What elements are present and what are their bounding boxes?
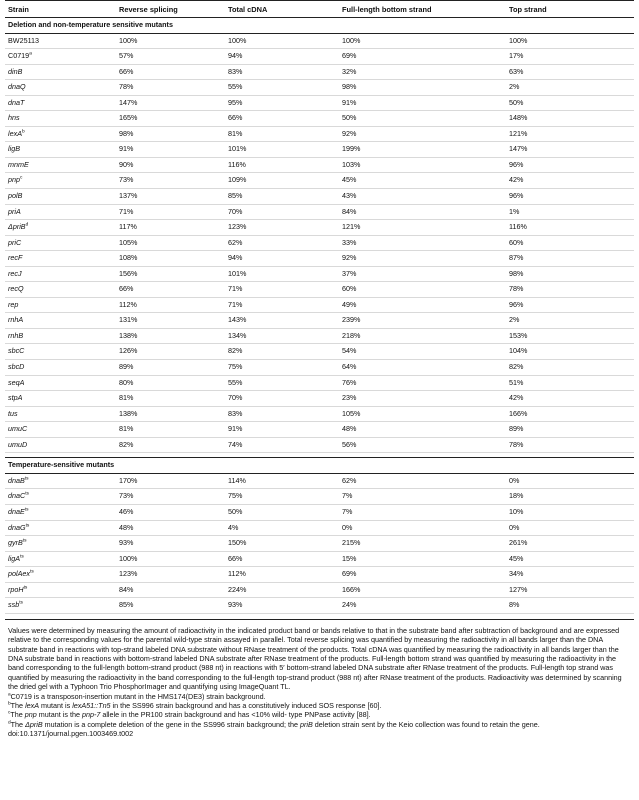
value-cell: 105%	[339, 406, 506, 422]
value-cell: 62%	[339, 473, 506, 489]
value-cell: 0%	[506, 520, 634, 536]
strain-cell	[5, 64, 116, 80]
strain-name: ΔpriB	[8, 222, 26, 232]
value-cell: 131%	[116, 313, 225, 329]
strain-name: rnhB	[8, 330, 24, 340]
value-cell: 80%	[116, 375, 225, 391]
value-cell: 92%	[339, 126, 506, 142]
value-cell: 69%	[339, 49, 506, 65]
value-cell: 100%	[225, 33, 339, 49]
value-cell: 114%	[225, 473, 339, 489]
value-cell: 81%	[225, 126, 339, 142]
strain-name: dnaC	[8, 491, 26, 501]
value-cell: 50%	[339, 111, 506, 127]
value-cell: 34%	[506, 567, 634, 583]
value-cell: 84%	[116, 582, 225, 598]
value-cell: 127%	[506, 582, 634, 598]
table-row	[5, 328, 634, 344]
value-cell: 73%	[116, 173, 225, 189]
value-cell: 78%	[506, 437, 634, 453]
value-cell: 199%	[339, 142, 506, 158]
strain-cell	[5, 582, 116, 598]
value-cell: 116%	[506, 220, 634, 236]
header-full-length-bottom: Full-length bottom strand	[339, 1, 506, 18]
strain-name: dnaQ	[8, 82, 26, 92]
value-cell: 121%	[506, 126, 634, 142]
header-total-cdna: Total cDNA	[225, 1, 339, 18]
value-cell: 96%	[506, 189, 634, 205]
strain-name: BW25113	[8, 35, 40, 45]
strain-footnote-mark: a	[29, 51, 32, 57]
value-cell: 215%	[339, 536, 506, 552]
strain-cell	[5, 297, 116, 313]
strain-cell	[5, 282, 116, 298]
strain-name: umuD	[8, 439, 28, 449]
value-cell: 48%	[339, 422, 506, 438]
strain-table	[5, 0, 634, 614]
footnote-c: $^c$The pnp mutant is the pnp-7 allele in the PR100 strain background and has <10% wild- type PNPase activity [88].	[8, 710, 371, 720]
strain-cell	[5, 313, 116, 329]
value-cell: 143%	[225, 313, 339, 329]
value-cell: 96%	[506, 297, 634, 313]
strain-cell	[5, 391, 116, 407]
value-cell: 101%	[225, 142, 339, 158]
header-strain: Strain	[5, 1, 116, 18]
value-cell: 75%	[225, 489, 339, 505]
section-title: Deletion and non-temperature sensitive mutants	[5, 18, 634, 34]
table-row	[5, 266, 634, 282]
value-cell: 70%	[225, 204, 339, 220]
value-cell: 98%	[506, 266, 634, 282]
value-cell: 37%	[339, 266, 506, 282]
strain-cell	[5, 551, 116, 567]
value-cell: 156%	[116, 266, 225, 282]
value-cell: 8%	[506, 598, 634, 614]
strain-name: dnaT	[8, 97, 25, 107]
table-row	[5, 297, 634, 313]
value-cell: 50%	[225, 504, 339, 520]
strain-name: pnp	[8, 175, 20, 185]
value-cell: 76%	[339, 375, 506, 391]
section-title: Temperature-sensitive mutants	[5, 458, 634, 474]
value-cell: 1%	[506, 204, 634, 220]
value-cell: 138%	[116, 328, 225, 344]
strain-name: stpA	[8, 393, 23, 403]
table-row	[5, 406, 634, 422]
value-cell: 93%	[225, 598, 339, 614]
value-cell: 116%	[225, 157, 339, 173]
strain-cell	[5, 504, 116, 520]
header-top-strand: Top strand	[506, 1, 634, 18]
table-row	[5, 567, 634, 583]
strain-cell	[5, 235, 116, 251]
value-cell: 137%	[116, 189, 225, 205]
strain-name: rpoH	[8, 584, 24, 594]
strain-cell	[5, 567, 116, 583]
strain-cell	[5, 520, 116, 536]
value-cell: 66%	[116, 64, 225, 80]
value-cell: 100%	[116, 551, 225, 567]
value-cell: 261%	[506, 536, 634, 552]
value-cell: 117%	[116, 220, 225, 236]
value-cell: 121%	[339, 220, 506, 236]
table-row	[5, 282, 634, 298]
value-cell: 56%	[339, 437, 506, 453]
strain-footnote-mark: ts	[19, 600, 23, 606]
value-cell: 54%	[339, 344, 506, 360]
strain-name: sbcC	[8, 346, 25, 356]
notes-paragraph: Values were determined by measuring the amount of radioactivity in the indicated product band or bands relative to that in the substrate band after subtraction of background and are expressed relative to the corresponding values for the parental wild-type strain assayed in parallel. Total reverse splicing was quantified by measuring the radioactivity in all bands larger than the DNA substrate band in reactions with top-strand labeled DNA substrate without RNase treatment of the products. Total cDNA was quantified by measuring the radioactivity in all bands larger than the DNA substrate band in reactions with bottom-strand labeled DNA substrate after RNase treatment of the products. Full-length bottom strand was quantified by measuring the radioactivity in the band corresponding to the full-length bottom-strand product (988 nt) in reactions with 5′ bottom-strand labeled DNA substrate after RNase treatment of the products. Full-length top strand was quantified by measuring the radioactivity in the band corresponding to the full-length top-strand product (988 nt) after RNase treatment of the products. Radioactivity was determined by scanning the dried gel with a Typhoon Trio PhosphorImager and quantifying using ImageQuant TL.	[8, 625, 622, 692]
strain-name: dnaB	[8, 475, 25, 485]
value-cell: 109%	[225, 173, 339, 189]
table-container	[5, 0, 634, 739]
table-row	[5, 157, 634, 173]
strain-cell	[5, 473, 116, 489]
table-row	[5, 64, 634, 80]
value-cell: 101%	[225, 266, 339, 282]
strain-cell	[5, 80, 116, 96]
value-cell: 81%	[116, 422, 225, 438]
footnote-d: $^d$The ΔpriB mutation is a complete deletion of the gene in the SS996 strain background; the priB deletion strain sent by the Keio collection was found to retain the gene.	[8, 719, 540, 729]
value-cell: 7%	[339, 504, 506, 520]
strain-cell	[5, 189, 116, 205]
strain-name: C0719	[8, 51, 30, 61]
strain-cell	[5, 251, 116, 267]
strain-cell	[5, 142, 116, 158]
strain-cell	[5, 536, 116, 552]
value-cell: 70%	[225, 391, 339, 407]
value-cell: 46%	[116, 504, 225, 520]
value-cell: 95%	[225, 95, 339, 111]
value-cell: 62%	[225, 235, 339, 251]
value-cell: 148%	[506, 111, 634, 127]
value-cell: 51%	[506, 375, 634, 391]
value-cell: 18%	[506, 489, 634, 505]
table-row	[5, 189, 634, 205]
value-cell: 45%	[339, 173, 506, 189]
table-row	[5, 235, 634, 251]
value-cell: 153%	[506, 328, 634, 344]
table-row	[5, 391, 634, 407]
value-cell: 96%	[506, 157, 634, 173]
value-cell: 55%	[225, 80, 339, 96]
value-cell: 32%	[339, 64, 506, 80]
table-row	[5, 204, 634, 220]
value-cell: 165%	[116, 111, 225, 127]
value-cell: 71%	[225, 282, 339, 298]
value-cell: 224%	[225, 582, 339, 598]
value-cell: 23%	[339, 391, 506, 407]
value-cell: 89%	[116, 360, 225, 376]
table-row	[5, 520, 634, 536]
strain-cell	[5, 173, 116, 189]
strain-name: dnaG	[8, 522, 26, 532]
strain-cell	[5, 111, 116, 127]
table-row	[5, 473, 634, 489]
strain-name: sbcD	[8, 362, 25, 372]
value-cell: 100%	[116, 33, 225, 49]
value-cell: 73%	[116, 489, 225, 505]
strain-cell	[5, 328, 116, 344]
value-cell: 4%	[225, 520, 339, 536]
value-cell: 83%	[225, 406, 339, 422]
value-cell: 2%	[506, 80, 634, 96]
strain-footnote-mark: ts	[25, 492, 29, 498]
value-cell: 78%	[506, 282, 634, 298]
strain-name: hns	[8, 113, 20, 123]
value-cell: 85%	[225, 189, 339, 205]
value-cell: 93%	[116, 536, 225, 552]
strain-footnote-mark: ts	[22, 538, 27, 544]
value-cell: 10%	[506, 504, 634, 520]
strain-name: dnaE	[8, 506, 25, 516]
value-cell: 66%	[116, 282, 225, 298]
strain-footnote-mark: d	[25, 222, 29, 228]
header-reverse-splicing: Reverse splicing	[116, 1, 225, 18]
value-cell: 69%	[339, 567, 506, 583]
strain-name: seqA	[8, 377, 25, 387]
value-cell: 134%	[225, 328, 339, 344]
strain-name: rnhA	[8, 315, 24, 325]
strain-cell	[5, 344, 116, 360]
value-cell: 60%	[506, 235, 634, 251]
value-cell: 66%	[225, 551, 339, 567]
value-cell: 138%	[116, 406, 225, 422]
strain-name: gyrB	[8, 538, 23, 548]
table-row	[5, 504, 634, 520]
value-cell: 57%	[116, 49, 225, 65]
table-row	[5, 173, 634, 189]
strain-name: recQ	[8, 284, 24, 294]
strain-cell	[5, 360, 116, 376]
strain-footnote-mark: ts	[25, 523, 30, 529]
table-row	[5, 251, 634, 267]
value-cell: 2%	[506, 313, 634, 329]
strain-cell	[5, 157, 116, 173]
value-cell: 81%	[116, 391, 225, 407]
strain-cell	[5, 422, 116, 438]
value-cell: 126%	[116, 344, 225, 360]
table-row	[5, 142, 634, 158]
strain-cell	[5, 437, 116, 453]
value-cell: 33%	[339, 235, 506, 251]
strain-footnote-mark: ts	[24, 476, 29, 482]
value-cell: 60%	[339, 282, 506, 298]
value-cell: 92%	[339, 251, 506, 267]
table-row	[5, 111, 634, 127]
strain-name: priA	[8, 206, 21, 216]
value-cell: 71%	[116, 204, 225, 220]
table-row	[5, 95, 634, 111]
strain-cell	[5, 204, 116, 220]
strain-name: tus	[8, 408, 18, 418]
value-cell: 94%	[225, 251, 339, 267]
value-cell: 17%	[506, 49, 634, 65]
value-cell: 89%	[506, 422, 634, 438]
value-cell: 91%	[116, 142, 225, 158]
value-cell: 55%	[225, 375, 339, 391]
section-header	[5, 18, 634, 34]
table-row	[5, 437, 634, 453]
value-cell: 108%	[116, 251, 225, 267]
value-cell: 112%	[116, 297, 225, 313]
strain-cell	[5, 375, 116, 391]
strain-cell	[5, 95, 116, 111]
value-cell: 87%	[506, 251, 634, 267]
strain-name: polB	[8, 191, 23, 201]
value-cell: 24%	[339, 598, 506, 614]
strain-name: dinB	[8, 66, 23, 76]
value-cell: 166%	[506, 406, 634, 422]
table-row	[5, 33, 634, 49]
table-row	[5, 536, 634, 552]
value-cell: 84%	[339, 204, 506, 220]
value-cell: 112%	[225, 567, 339, 583]
value-cell: 98%	[339, 80, 506, 96]
value-cell: 78%	[116, 80, 225, 96]
strain-cell	[5, 126, 116, 142]
value-cell: 103%	[339, 157, 506, 173]
strain-name: ligB	[8, 144, 20, 154]
value-cell: 147%	[506, 142, 634, 158]
value-cell: 49%	[339, 297, 506, 313]
value-cell: 170%	[116, 473, 225, 489]
value-cell: 147%	[116, 95, 225, 111]
value-cell: 150%	[225, 536, 339, 552]
value-cell: 166%	[339, 582, 506, 598]
table-row	[5, 582, 634, 598]
value-cell: 63%	[506, 64, 634, 80]
table-row	[5, 551, 634, 567]
value-cell: 98%	[116, 126, 225, 142]
strain-name: ssb	[8, 600, 20, 610]
value-cell: 0%	[506, 473, 634, 489]
doi-line: doi:10.1371/journal.pgen.1003469.t002	[8, 729, 134, 739]
table-row	[5, 80, 634, 96]
strain-cell	[5, 489, 116, 505]
strain-footnote-mark: b	[21, 129, 25, 135]
value-cell: 74%	[225, 437, 339, 453]
section-header	[5, 458, 634, 474]
value-cell: 82%	[225, 344, 339, 360]
value-cell: 45%	[506, 551, 634, 567]
table-row	[5, 422, 634, 438]
value-cell: 91%	[339, 95, 506, 111]
table-row	[5, 49, 634, 65]
value-cell: 82%	[116, 437, 225, 453]
value-cell: 50%	[506, 95, 634, 111]
value-cell: 123%	[225, 220, 339, 236]
value-cell: 7%	[339, 489, 506, 505]
value-cell: 90%	[116, 157, 225, 173]
value-cell: 82%	[506, 360, 634, 376]
strain-cell	[5, 266, 116, 282]
strain-name: lexA	[8, 128, 22, 138]
strain-name: priC	[8, 237, 22, 247]
header-row	[5, 1, 634, 18]
value-cell: 85%	[116, 598, 225, 614]
strain-footnote-mark: c	[20, 176, 23, 182]
strain-footnote-mark: ts	[23, 585, 28, 591]
strain-cell	[5, 33, 116, 49]
strain-name: recF	[8, 253, 23, 263]
value-cell: 239%	[339, 313, 506, 329]
value-cell: 71%	[225, 297, 339, 313]
table-row	[5, 313, 634, 329]
value-cell: 94%	[225, 49, 339, 65]
value-cell: 0%	[339, 520, 506, 536]
value-cell: 42%	[506, 391, 634, 407]
table-row	[5, 344, 634, 360]
strain-name: umuC	[8, 424, 28, 434]
table-row	[5, 220, 634, 236]
table-row	[5, 489, 634, 505]
value-cell: 15%	[339, 551, 506, 567]
strain-footnote-mark: ts	[20, 554, 24, 560]
strain-name: ligA	[8, 553, 20, 563]
value-cell: 91%	[225, 422, 339, 438]
value-cell: 42%	[506, 173, 634, 189]
value-cell: 66%	[225, 111, 339, 127]
strain-cell	[5, 406, 116, 422]
strain-footnote-mark: ts	[24, 507, 29, 513]
strain-cell	[5, 598, 116, 614]
strain-cell	[5, 220, 116, 236]
value-cell: 48%	[116, 520, 225, 536]
value-cell: 83%	[225, 64, 339, 80]
strain-cell	[5, 49, 116, 65]
value-cell: 75%	[225, 360, 339, 376]
strain-name: recJ	[8, 268, 22, 278]
table-row	[5, 360, 634, 376]
value-cell: 100%	[339, 33, 506, 49]
strain-name: polAex	[8, 569, 30, 579]
footnote-a: $^a$C0719 is a transposon-insertion mutant in the HMS174(DE3) strain background.	[8, 691, 266, 701]
footnote-b: $^b$The lexA mutant is lexA51::Tn5 in the SS996 strain background and has a constitutively induced SOS response [60].	[8, 701, 382, 711]
value-cell: 104%	[506, 344, 634, 360]
strain-name: mnmE	[8, 159, 29, 169]
table-notes	[5, 619, 634, 739]
table-row	[5, 598, 634, 614]
value-cell: 123%	[116, 567, 225, 583]
strain-name: rep	[8, 299, 19, 309]
value-cell: 218%	[339, 328, 506, 344]
value-cell: 105%	[116, 235, 225, 251]
value-cell: 100%	[506, 33, 634, 49]
table-body	[5, 18, 634, 614]
strain-footnote-mark: ts	[29, 569, 34, 575]
value-cell: 43%	[339, 189, 506, 205]
table-row	[5, 126, 634, 142]
table-row	[5, 375, 634, 391]
value-cell: 64%	[339, 360, 506, 376]
